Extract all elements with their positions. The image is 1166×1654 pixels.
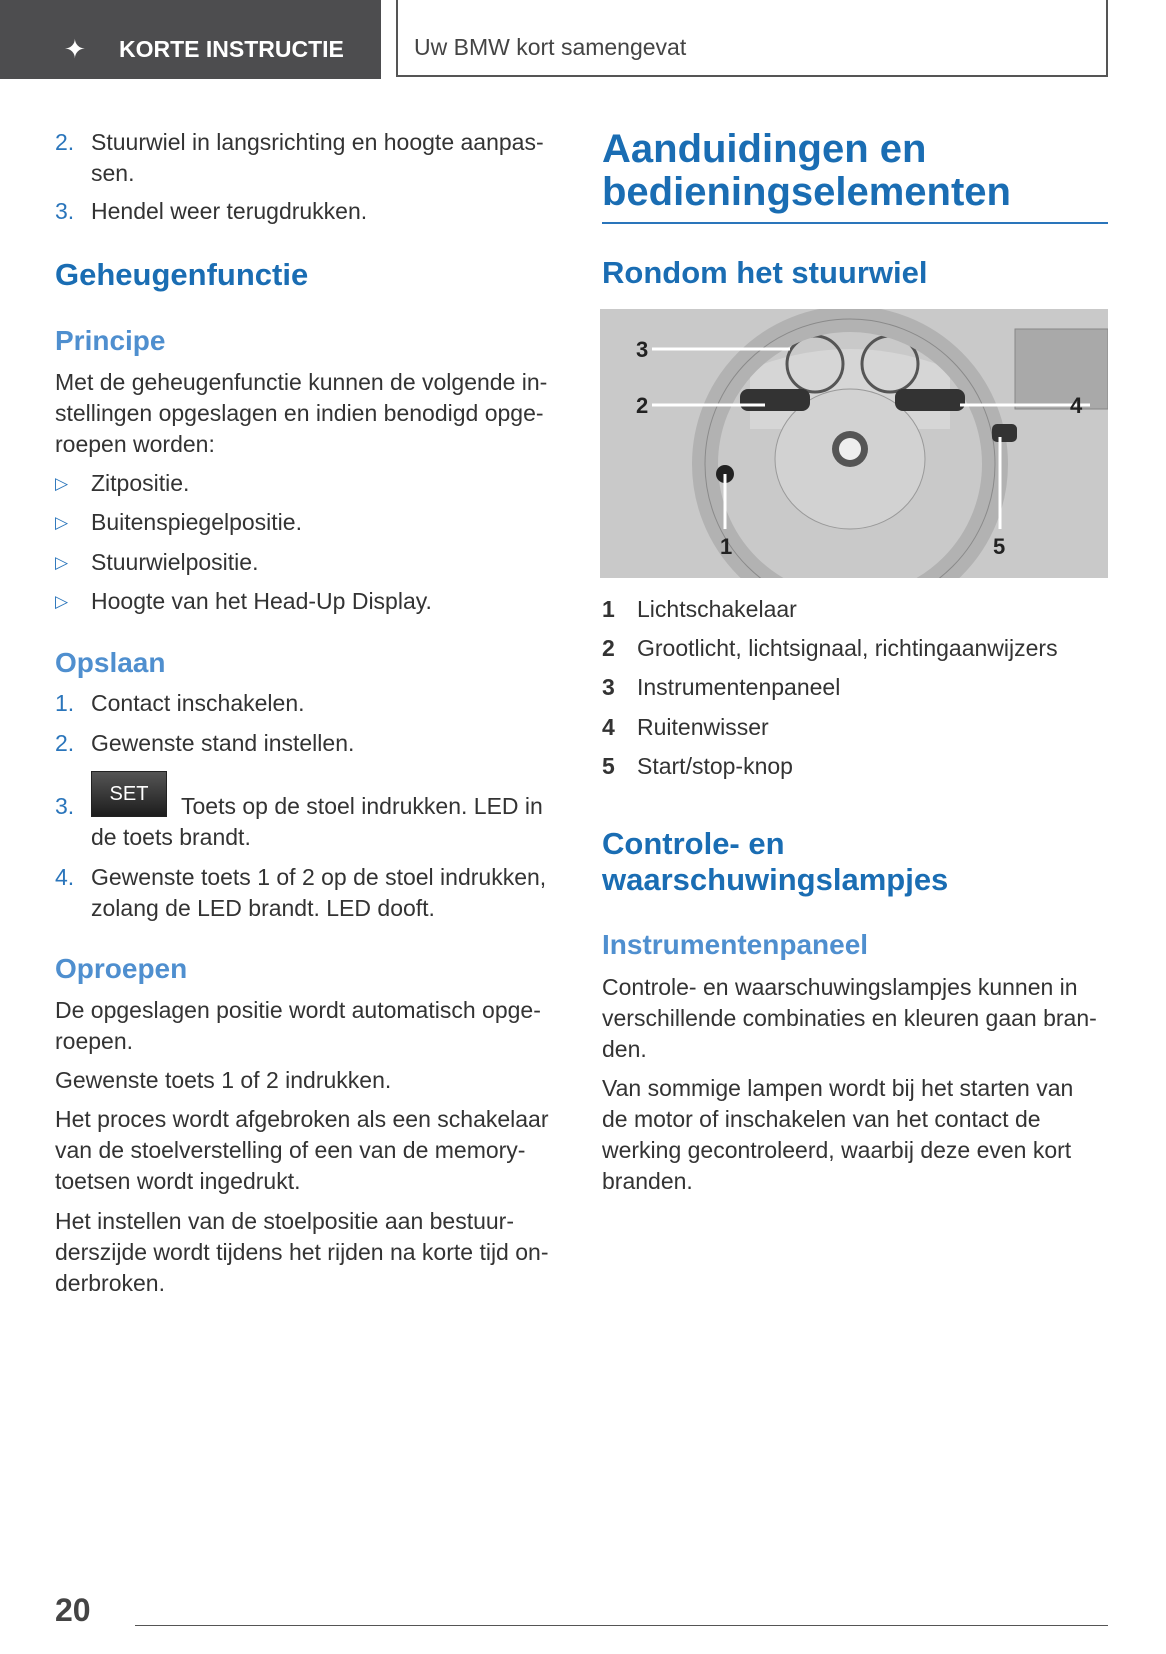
step-text: de toets brandt. [91, 824, 251, 850]
text-line: Met de geheugenfunctie kunnen de volgende in- [55, 369, 548, 395]
triangle-right-icon: ▷ [55, 553, 69, 572]
step-number: 3. [55, 793, 75, 819]
callout-4: 4 [1070, 393, 1083, 418]
text-line: roepen. [55, 1028, 134, 1054]
step-text: Gewenste toets 1 of 2 op de stoel indrukken, [91, 864, 547, 890]
step-text: Toets op de stoel indrukken. LED in [181, 793, 543, 819]
page-number: 20 [55, 1592, 91, 1628]
header-box [396, 0, 1108, 77]
legend-number: 5 [602, 753, 615, 779]
recall-para [55, 1065, 391, 1096]
header-subtitle: Uw BMW kort samengevat [414, 34, 687, 60]
text-line: Van sommige lampen wordt bij het starten van [602, 1075, 1074, 1101]
text-line: Het instellen van de stoelpositie aan bestuur- [55, 1208, 515, 1234]
bullet-item [55, 586, 432, 617]
legend-item [602, 633, 1058, 664]
legend-text: Grootlicht, lichtsignaal, richtingaanwijzers [637, 635, 1058, 661]
title-line: Aanduidingen en [602, 127, 927, 171]
legend-item [602, 594, 797, 625]
title-rule [602, 222, 1108, 224]
step-number: 2. [55, 129, 75, 155]
legend-number: 1 [602, 596, 615, 622]
legend-text: Start/stop-knop [637, 753, 793, 779]
text-line: De opgeslagen positie wordt automatisch opge- [55, 997, 541, 1023]
legend-number: 3 [602, 674, 615, 700]
recall-para [55, 995, 541, 1057]
list-item [55, 688, 305, 719]
principle-text [55, 367, 547, 460]
bullet-item [55, 507, 302, 538]
heading-line: waarschuwingslampjes [602, 862, 949, 897]
text-line: Het proces wordt afgebroken als een schakelaar [55, 1106, 549, 1132]
step-text: Contact inschakelen. [91, 690, 305, 716]
pin-icon: ✦ [64, 34, 86, 64]
heading-memory: Geheugenfunctie [55, 257, 309, 292]
text-line: derszijde wordt tijdens het rijden na korte tijd on- [55, 1239, 549, 1265]
panel-para [602, 972, 1097, 1065]
bullet-text: Stuurwielpositie. [91, 549, 259, 575]
legend-text: Lichtschakelaar [637, 596, 797, 622]
callout-5: 5 [993, 534, 1006, 559]
legend-text: Ruitenwisser [637, 714, 769, 740]
triangle-right-icon: ▷ [55, 513, 69, 532]
step-number: 1. [55, 690, 75, 716]
bullet-text: Buitenspiegelpositie. [91, 509, 302, 535]
section-title: KORTE INSTRUCTIE [119, 36, 344, 62]
recall-para [55, 1206, 548, 1299]
text-line: branden. [602, 1168, 693, 1194]
list-item [55, 196, 367, 227]
text-line: de motor of inschakelen van het contact de [602, 1106, 1041, 1132]
triangle-right-icon: ▷ [55, 592, 69, 611]
page-title [602, 128, 1011, 214]
callout-2: 2 [636, 393, 649, 418]
heading-instrument-panel: Instrumentenpaneel [602, 929, 869, 960]
text-line: van de stoelverstelling of een van de memory- [55, 1137, 526, 1163]
legend-item [602, 672, 840, 703]
text-line: werking gecontroleerd, waarbij deze even kort [602, 1137, 1072, 1163]
set-button-label: SET [91, 771, 167, 817]
steering-wheel-figure [600, 309, 1108, 578]
text-line: verschillende combinaties en kleuren gaan bran- [602, 1005, 1097, 1031]
text-line: den. [602, 1036, 647, 1062]
list-item [55, 127, 575, 189]
step-text: Stuurwiel in langsrichting en hoogte aanpas- [91, 129, 544, 155]
bullet-text: Hoogte van het Head-Up Display. [91, 588, 432, 614]
step-number: 2. [55, 730, 75, 756]
text-line: roepen worden: [55, 431, 215, 457]
bullet-text: Zitpositie. [91, 470, 190, 496]
heading-save: Opslaan [55, 647, 166, 678]
text-line: derbroken. [55, 1270, 165, 1296]
bullet-item [55, 547, 258, 578]
callout-3: 3 [636, 337, 649, 362]
legend-text: Instrumentenpaneel [637, 674, 841, 700]
step-number: 3. [55, 198, 75, 224]
legend-item [602, 712, 769, 743]
text-line: stellingen opgeslagen en indien benodigd opge- [55, 400, 544, 426]
heading-line: Controle- en [602, 826, 785, 861]
text-line: Controle- en waarschuwingslampjes kunnen in [602, 974, 1078, 1000]
list-item [55, 862, 585, 924]
text-line: toetsen wordt ingedrukt. [55, 1168, 301, 1194]
list-item [55, 791, 585, 853]
step-text: zolang de LED brandt. LED dooft. [91, 895, 435, 921]
heading-wheel: Rondom het stuurwiel [602, 255, 928, 290]
heading-recall: Oproepen [55, 953, 188, 984]
step-text: Gewenste stand instellen. [91, 730, 355, 756]
legend-number: 4 [602, 714, 615, 740]
heading-principle: Principe [55, 325, 166, 356]
list-item [55, 728, 354, 759]
step-text: Hendel weer terugdrukken. [91, 198, 368, 224]
step-text: sen. [91, 160, 135, 186]
legend-number: 2 [602, 635, 615, 661]
footer-rule [135, 1625, 1108, 1626]
callout-1: 1 [720, 534, 733, 559]
panel-para [602, 1073, 1073, 1197]
step-number: 4. [55, 864, 75, 890]
title-line: bedieningselementen [602, 170, 1011, 214]
text-line: Gewenste toets 1 of 2 indrukken. [55, 1067, 392, 1093]
bullet-item [55, 468, 189, 499]
legend-item [602, 751, 793, 782]
section-tab [0, 0, 381, 79]
recall-para [55, 1104, 549, 1197]
triangle-right-icon: ▷ [55, 474, 69, 493]
heading-lamps [602, 826, 948, 898]
